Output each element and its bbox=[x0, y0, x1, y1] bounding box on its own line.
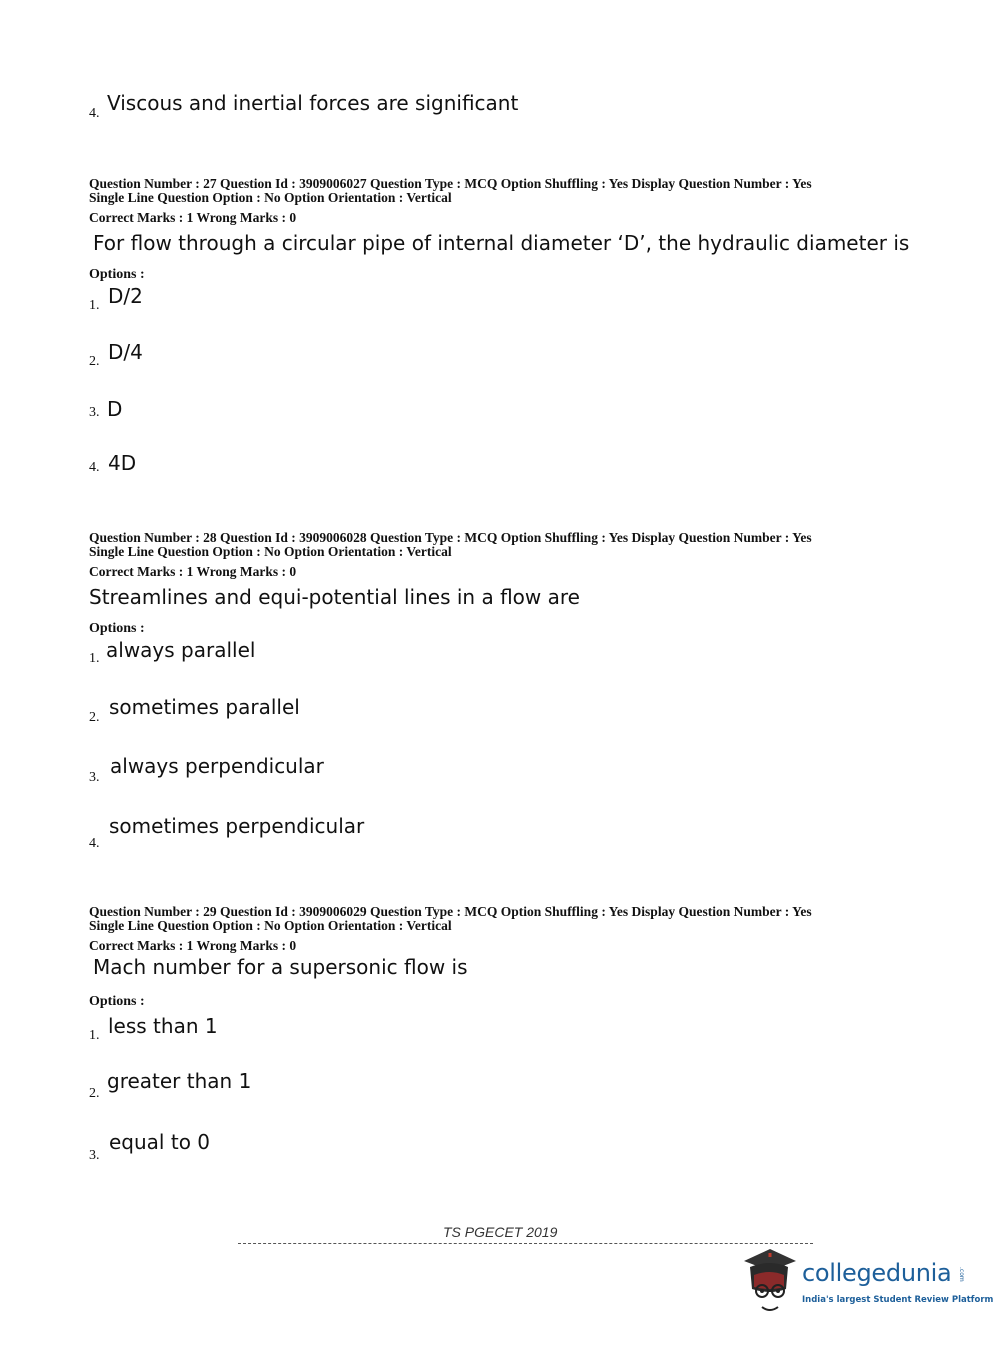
question-meta bbox=[89, 905, 812, 933]
question-meta bbox=[89, 531, 812, 559]
option-number: 2. bbox=[89, 354, 100, 369]
option-number: 3. bbox=[89, 770, 100, 785]
option-number: 2. bbox=[89, 1086, 100, 1101]
options-label: Options : bbox=[89, 621, 145, 636]
question-meta-line-1: Question Number : 28 Question Id : 3909006028 Question Type : MCQ Option Shuffling : Yes Display Question Number : Yes bbox=[89, 530, 812, 545]
question-meta-line-2: Single Line Question Option : No Option Orientation : Vertical bbox=[89, 918, 452, 933]
collegedunia-logo bbox=[740, 1245, 994, 1317]
option-number: 1. bbox=[89, 1028, 100, 1043]
option-number: 4. bbox=[89, 106, 100, 121]
question-meta-line-2: Single Line Question Option : No Option Orientation : Vertical bbox=[89, 190, 452, 205]
logo-tagline: India's largest Student Review Platform bbox=[802, 1295, 994, 1305]
options-label: Options : bbox=[89, 994, 145, 1009]
question-meta bbox=[89, 177, 812, 205]
footer-divider bbox=[238, 1243, 813, 1246]
option-number: 1. bbox=[89, 651, 100, 666]
option-number: 1. bbox=[89, 298, 100, 313]
option-number: 4. bbox=[89, 460, 100, 475]
question-text: Mach number for a supersonic flow is bbox=[93, 955, 468, 979]
option-number: 3. bbox=[89, 1148, 100, 1163]
option-number: 3. bbox=[89, 405, 100, 420]
option-text: D bbox=[107, 397, 123, 421]
option-number: 2. bbox=[89, 710, 100, 725]
question-meta-line-1: Question Number : 29 Question Id : 3909006029 Question Type : MCQ Option Shuffling : Yes Display Question Number : Yes bbox=[89, 904, 812, 919]
option-text: Viscous and inertial forces are significant bbox=[107, 91, 519, 115]
mascot-icon bbox=[740, 1245, 802, 1317]
question-marks: Correct Marks : 1 Wrong Marks : 0 bbox=[89, 210, 297, 225]
option-number: 4. bbox=[89, 836, 100, 851]
option-text: 4D bbox=[108, 451, 137, 475]
option-text: always parallel bbox=[106, 638, 256, 662]
question-text: Streamlines and equi-potential lines in a flow are bbox=[89, 585, 580, 609]
question-marks: Correct Marks : 1 Wrong Marks : 0 bbox=[89, 938, 297, 953]
option-text: greater than 1 bbox=[107, 1069, 252, 1093]
options-label: Options : bbox=[89, 267, 145, 282]
option-text: sometimes parallel bbox=[109, 695, 300, 719]
question-meta-line-1: Question Number : 27 Question Id : 3909006027 Question Type : MCQ Option Shuffling : Yes Display Question Number : Yes bbox=[89, 176, 812, 191]
option-text: sometimes perpendicular bbox=[109, 814, 365, 838]
logo-suffix: .com bbox=[958, 1267, 965, 1282]
question-marks: Correct Marks : 1 Wrong Marks : 0 bbox=[89, 564, 297, 579]
logo-name: collegedunia bbox=[802, 1259, 952, 1287]
question-text: For flow through a circular pipe of internal diameter ‘D’, the hydraulic diameter is bbox=[93, 231, 910, 255]
question-meta-line-2: Single Line Question Option : No Option Orientation : Vertical bbox=[89, 544, 452, 559]
option-text: D/2 bbox=[108, 284, 143, 308]
footer-title: TS PGECET 2019 bbox=[443, 1224, 558, 1240]
option-text: less than 1 bbox=[108, 1014, 218, 1038]
option-text: D/4 bbox=[108, 340, 143, 364]
option-text: always perpendicular bbox=[110, 754, 324, 778]
option-text: equal to 0 bbox=[109, 1130, 211, 1154]
